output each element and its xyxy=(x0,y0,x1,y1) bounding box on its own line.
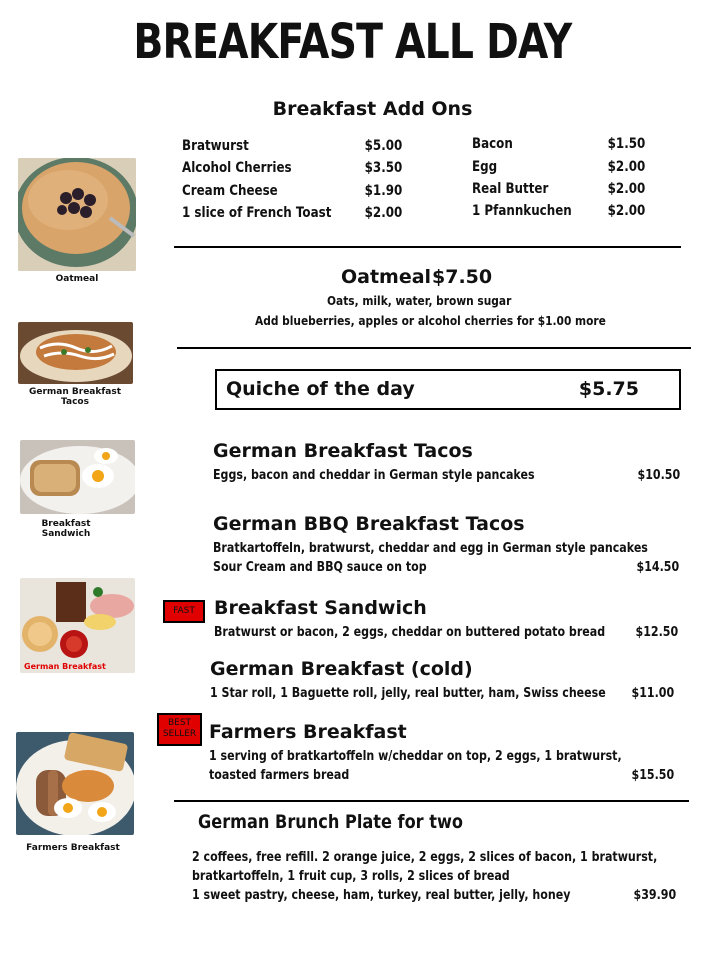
german-breakfast-photo xyxy=(20,578,135,673)
brunch-desc: 1 sweet pastry, cheese, ham, turkey, real butter, jelly, honey xyxy=(192,888,571,903)
divider xyxy=(174,800,689,802)
addon-price: $2.00 xyxy=(607,181,645,197)
oatmeal-title: Oatmeal xyxy=(341,266,432,288)
brunch-price: $39.90 xyxy=(633,888,676,903)
item-desc: toasted farmers bread xyxy=(209,768,350,783)
oatmeal-desc: Add blueberries, apples or alcohol cherries for $1.00 more xyxy=(255,313,606,328)
item-desc: Sour Cream and BBQ sauce on top xyxy=(213,560,427,575)
item-desc: 1 serving of bratkartoffeln w/cheddar on top, 2 eggs, 1 bratwurst, xyxy=(209,749,622,764)
item-desc: Bratkartoffeln, bratwurst, cheddar and egg in German style pancakes xyxy=(213,541,648,556)
page-title: BREAKFAST ALL DAY xyxy=(133,14,572,70)
brunch-desc: 2 coffees, free refill. 2 orange juice, 2 eggs, 2 slices of bacon, 1 bratwurst, xyxy=(192,850,658,865)
farmers-breakfast-photo xyxy=(16,732,134,835)
addon-name: 1 Pfannkuchen xyxy=(472,203,572,219)
addon-price: $5.00 xyxy=(364,138,402,154)
photo-caption: German Breakfast Tacos xyxy=(28,387,122,407)
addon-name: Alcohol Cherries xyxy=(182,160,292,176)
item-desc: Bratwurst or bacon, 2 eggs, cheddar on buttered potato bread xyxy=(214,625,606,640)
addon-name: 1 slice of French Toast xyxy=(182,205,332,221)
item-price: $10.50 xyxy=(637,468,680,483)
addon-name: Real Butter xyxy=(472,181,549,197)
tacos-photo xyxy=(18,322,133,384)
addon-price: $2.00 xyxy=(607,159,645,175)
item-title: German BBQ Breakfast Tacos xyxy=(213,513,525,535)
divider xyxy=(174,246,681,248)
sandwich-photo xyxy=(20,440,135,514)
item-price: $11.00 xyxy=(631,686,674,701)
oatmeal-price: $7.50 xyxy=(432,266,493,288)
addon-name: Bratwurst xyxy=(182,138,249,154)
item-title: Farmers Breakfast xyxy=(209,721,407,743)
fast-badge: FAST xyxy=(163,600,205,623)
addon-price: $3.50 xyxy=(364,160,402,176)
oatmeal-desc: Oats, milk, water, brown sugar xyxy=(327,293,512,308)
quiche-title: Quiche of the day xyxy=(226,378,415,400)
addon-name: Cream Cheese xyxy=(182,183,278,199)
addon-name: Egg xyxy=(472,159,498,175)
item-title: German Breakfast Tacos xyxy=(213,440,473,462)
best-seller-badge: BEST SELLER xyxy=(157,713,202,746)
item-price: $12.50 xyxy=(635,625,678,640)
quiche-price: $5.75 xyxy=(578,378,639,400)
photo-caption: Farmers Breakfast xyxy=(26,843,120,853)
brunch-title: German Brunch Plate for two xyxy=(198,811,464,833)
addon-price: $2.00 xyxy=(607,203,645,219)
divider xyxy=(177,347,691,349)
addon-price: $1.90 xyxy=(364,183,402,199)
item-title: Breakfast Sandwich xyxy=(214,597,427,619)
photo-caption: Oatmeal xyxy=(55,274,99,284)
item-price: $14.50 xyxy=(636,560,679,575)
quiche-box xyxy=(215,369,681,410)
item-desc: Eggs, bacon and cheddar in German style pancakes xyxy=(213,468,535,483)
item-desc: 1 Star roll, 1 Baguette roll, jelly, real butter, ham, Swiss cheese xyxy=(210,686,606,701)
addon-name: Bacon xyxy=(472,136,513,152)
item-price: $15.50 xyxy=(631,768,674,783)
item-title: German Breakfast (cold) xyxy=(210,658,473,680)
addons-heading: Breakfast Add Ons xyxy=(272,98,473,120)
oatmeal-photo xyxy=(18,158,136,271)
photo-overlay-label: German Breakfast xyxy=(24,662,106,671)
addon-price: $1.50 xyxy=(607,136,645,152)
photo-caption: Breakfast Sandwich xyxy=(41,519,91,539)
addon-price: $2.00 xyxy=(364,205,402,221)
brunch-desc: bratkartoffeln, 1 fruit cup, 3 rolls, 2 slices of bread xyxy=(192,869,510,884)
